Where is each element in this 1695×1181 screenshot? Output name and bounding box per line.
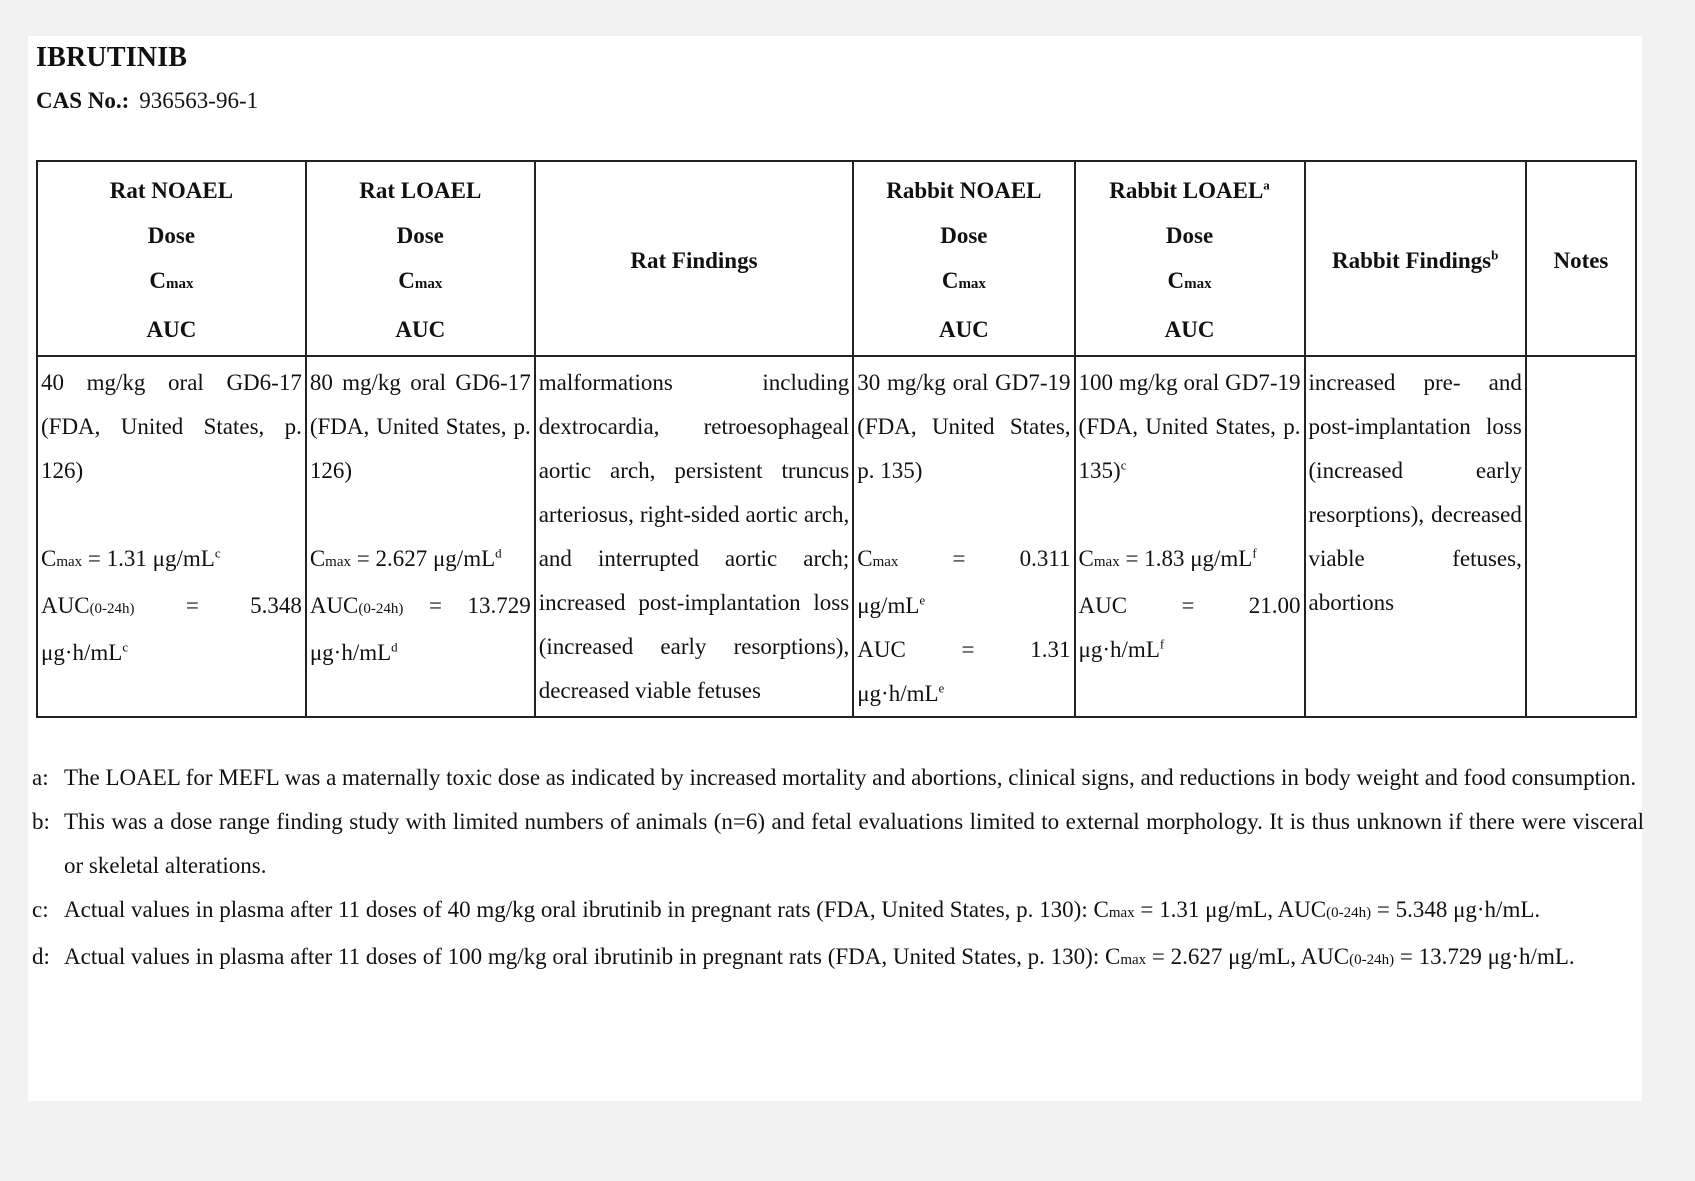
- cas-label: CAS No.:: [36, 88, 130, 113]
- cell-rat-findings: malformations including dextrocardia, retroesophageal aortic arch, persistent truncus arteriosus, right-sided aortic arch, and interrupted aortic arch; increased post-implantation loss (increased early resorptions), decreased viable fetuses: [535, 356, 854, 717]
- cas-number: [36, 88, 258, 114]
- footnote-a: a: The LOAEL for MEFL was a maternally toxic dose as indicated by increased mortality and abortions, clinical signs, and reductions in body weight and food consumption.: [32, 765, 1637, 790]
- document-page: [28, 36, 1642, 1101]
- footnotes: [32, 756, 1644, 982]
- header-rat-loael: Rat LOAEL Dose Cmax AUC: [306, 161, 535, 356]
- cell-rabbit-findings: increased pre- and post-implantation loss (increased early resorptions), decreased viable fetuses, abortions: [1305, 356, 1526, 717]
- toxicity-table: [36, 160, 1637, 718]
- cell-rabbit-noael: 30 mg/kg oral GD7-19 (FDA, United States, p. 135) Cmax = 0.311 $\mu g/mL^e$ AUC = 1.31 $\mu g\cdot h/mL^e$: [853, 356, 1074, 717]
- cell-rat-loael: 80 mg/kg oral GD6-17 (FDA, United States, p. 126) Cmax = 2.627 $\mu g/mL^d$ AUC(0-24h) = 13.729 $\mu g\cdot h/mL^d$: [306, 356, 535, 717]
- cell-rat-noael: 40 mg/kg oral GD6-17 (FDA, United States, p. 126) Cmax = 1.31 $\mu g/mL^c$ AUC(0-24h) = 5.348 $\mu g\cdot h/mL^c$: [37, 356, 306, 717]
- header-rabbit-noael: Rabbit NOAEL Dose Cmax AUC: [853, 161, 1074, 356]
- cas-value: 936563-96-1: [139, 88, 259, 113]
- footnote-c: c: Actual values in plasma after 11 doses of 40 mg/kg oral ibrutinib in pregnant rats (FDA, United States, p. 130): Cmax = 1.31 μg/mL, AUC(0-24h) = 5.348 μg·h/mL.: [32, 897, 1541, 922]
- header-notes: Notes: [1526, 161, 1636, 356]
- header-rabbit-findings: Rabbit Findings$^b$: [1305, 161, 1526, 356]
- page-title: IBRUTINIB: [36, 42, 188, 73]
- table-row: [37, 356, 1636, 717]
- header-rabbit-loael: Rabbit LOAEL$^a$ Dose Cmax AUC: [1075, 161, 1305, 356]
- footnote-b: b: This was a dose range finding study with limited numbers of animals (n=6) and fetal evaluations limited to external morphology. It is thus unknown if there were visceral or skeletal alterations.: [32, 809, 1644, 878]
- header-rat-findings: Rat Findings: [535, 161, 854, 356]
- cell-notes: [1526, 356, 1636, 717]
- footnote-d: d: Actual values in plasma after 11 doses of 100 mg/kg oral ibrutinib in pregnant rats (FDA, United States, p. 130): Cmax = 2.627 μg/mL, AUC(0-24h) = 13.729 μg·h/mL.: [32, 944, 1575, 969]
- cell-rabbit-loael: 100 mg/kg oral GD7-19 (FDA, United States, p. 135)$^c$ Cmax = 1.83 $\mu g/mL^f$ AUC = 21.00 $\mu g\cdot h/mL^f$: [1075, 356, 1305, 717]
- header-rat-noael: Rat NOAEL Dose Cmax AUC: [37, 161, 306, 356]
- table-header-row: [37, 161, 1636, 356]
